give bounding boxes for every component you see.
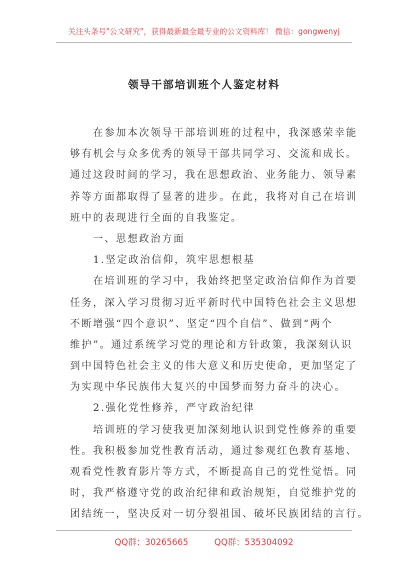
section-heading: 一、思想政治方面 <box>70 233 185 245</box>
footer-divider <box>56 530 352 531</box>
page-header-notice: 关注头条号"公文研究"，获得最新最全最专业的公文资料库！ 微信：gongwenyj <box>68 27 340 36</box>
body-line: 到中国特色社会主义的伟大意义和历史使命，更加坚定了 <box>70 361 358 373</box>
body-line: 不断增强“四个意识”、坚定“四个自信”、做到“两个 <box>70 318 334 330</box>
header-divider <box>56 42 352 43</box>
footer-qq-group-2: QQ群：535304092 <box>214 538 294 548</box>
body-line: 任务，深入学习贯彻习近平新时代中国特色社会主义思想 <box>70 297 358 309</box>
subsection-heading: 1.坚定政治信仰，筑牢思想根基 <box>70 255 256 267</box>
body-line: 时，我严格遵守党的政治纪律和政治规矩，自觉维护党的 <box>70 488 358 500</box>
body-line: 为实现中华民族伟大复兴的中国梦而努力奋斗的决心。 <box>70 382 346 394</box>
document-body <box>70 123 369 526</box>
page-footer <box>0 536 408 548</box>
body-line: 通过这段时间的学习，我在思想政治、业务能力、领导素 <box>70 170 358 182</box>
body-line: 班中的表现进行全面的自我鉴定。 <box>70 212 243 224</box>
body-line: 养等方面都取得了显著的进步。在此，我将对自己在培训 <box>70 191 358 203</box>
body-line: 培训班的学习使我更加深刻地认识到党性修养的重要 <box>70 424 358 436</box>
subsection-heading: 2.强化党性修养，严守政治纪律 <box>70 403 256 415</box>
body-line: 在培训班的学习中，我始终把坚定政治信仰作为首要 <box>70 276 358 288</box>
body-line: 团结统一，坚决反对一切分裂祖国、破坏民族团结的言行。 <box>70 509 369 521</box>
body-line: 观看党性教育影片等方式，不断提高自己的党性觉悟。同 <box>70 467 358 478</box>
document-title: 领导干部培训班个人鉴定材料 <box>127 79 281 91</box>
body-line: 在参加本次领导干部培训班的过程中，我深感荣幸能 <box>70 128 358 139</box>
body-line: 性。我积极参加党性教育活动，通过参观红色教育基地、 <box>70 445 358 457</box>
body-line: 维护”。通过系统学习党的理论和方针政策，我深刻认识 <box>70 339 353 351</box>
body-line: 够有机会与众多优秀的领导干部共同学习、交流和成长。 <box>70 149 358 161</box>
footer-qq-group-1: QQ群：30265665 <box>114 538 189 548</box>
